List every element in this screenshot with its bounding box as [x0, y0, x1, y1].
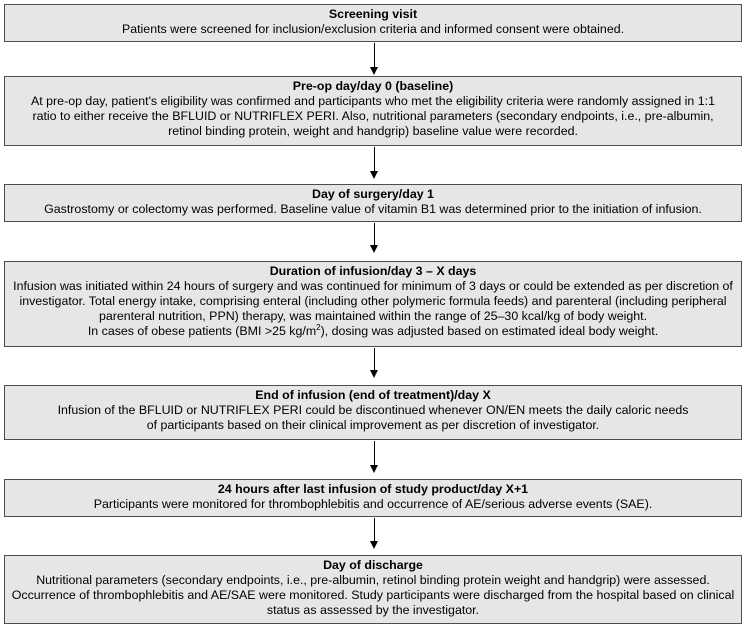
- step-title: 24 hours after last infusion of study product/day X+1: [217, 482, 529, 496]
- step-box-screening-visit: [4, 4, 742, 42]
- step-body: Patients were screened for inclusion/exclusion criteria and informed consent were obtained.: [121, 22, 625, 36]
- step-box-pre-op-day: [4, 76, 742, 146]
- step-box-day-of-surgery: [4, 184, 742, 222]
- step-body: At pre-op day, patient's eligibility was confirmed and participants who met the eligibility criteria were randomly assigned in 1:1 ratio to either receive the BFLUID or NUTRIFLEX PERI. Also, nutritional parameters (secondary endpoints, i.e., pre-albumin, retinol binding protein, weight and handgrip) baseline value were recorded.: [31, 94, 715, 138]
- step-body: Infusion was initiated within 24 hours of surgery and was continued for minimum of 3 days or could be extended as per discretion of investigator. Total energy intake, comprising enteral (including other polymeric formula feeds) and parenteral (including peripheral parenteral nutrition, PPN) therapy, was maintained within the range of 25–30 kcal/kg of body weight.: [13, 279, 733, 323]
- step-box-duration-of-infusion: [4, 261, 742, 347]
- step-body: Participants were monitored for thrombophlebitis and occurrence of AE/serious adverse events (SAE).: [93, 497, 653, 511]
- step-box-24-hours-after: [4, 479, 742, 517]
- step-box-day-of-discharge: [4, 555, 742, 624]
- step-title: Duration of infusion/day 3 – X days: [269, 264, 477, 278]
- step-title: Pre-op day/day 0 (baseline): [292, 79, 454, 93]
- step-body-obese-note: In cases of obese patients (BMI >25 $kg/m^2$), dosing was adjusted based on estimated ideal body weight.: [87, 322, 659, 338]
- step-title: Day of discharge: [323, 558, 423, 572]
- step-box-end-of-infusion: [4, 385, 742, 440]
- step-title: Day of surgery/day 1: [312, 187, 434, 201]
- step-title: Screening visit: [328, 7, 418, 21]
- step-body: Nutritional parameters (secondary endpoints, i.e., pre-albumin, retinol binding protein weight and handgrip) were assessed. Occurrence of thrombophlebitis and AE/SAE were monitored. Study participants were discharged from the hospital based on clinical status as assessed by the investigator.: [11, 573, 735, 617]
- step-title: End of infusion (end of treatment)/day X: [255, 388, 491, 402]
- step-body: Gastrostomy or colectomy was performed. Baseline value of vitamin B1 was determined prior to the initiation of infusion.: [44, 202, 702, 216]
- step-body: Infusion of the BFLUID or NUTRIFLEX PERI could be discontinued whenever ON/EN meets the daily caloric needs of participants based on their clinical improvement as per discretion of investigator.: [57, 403, 689, 432]
